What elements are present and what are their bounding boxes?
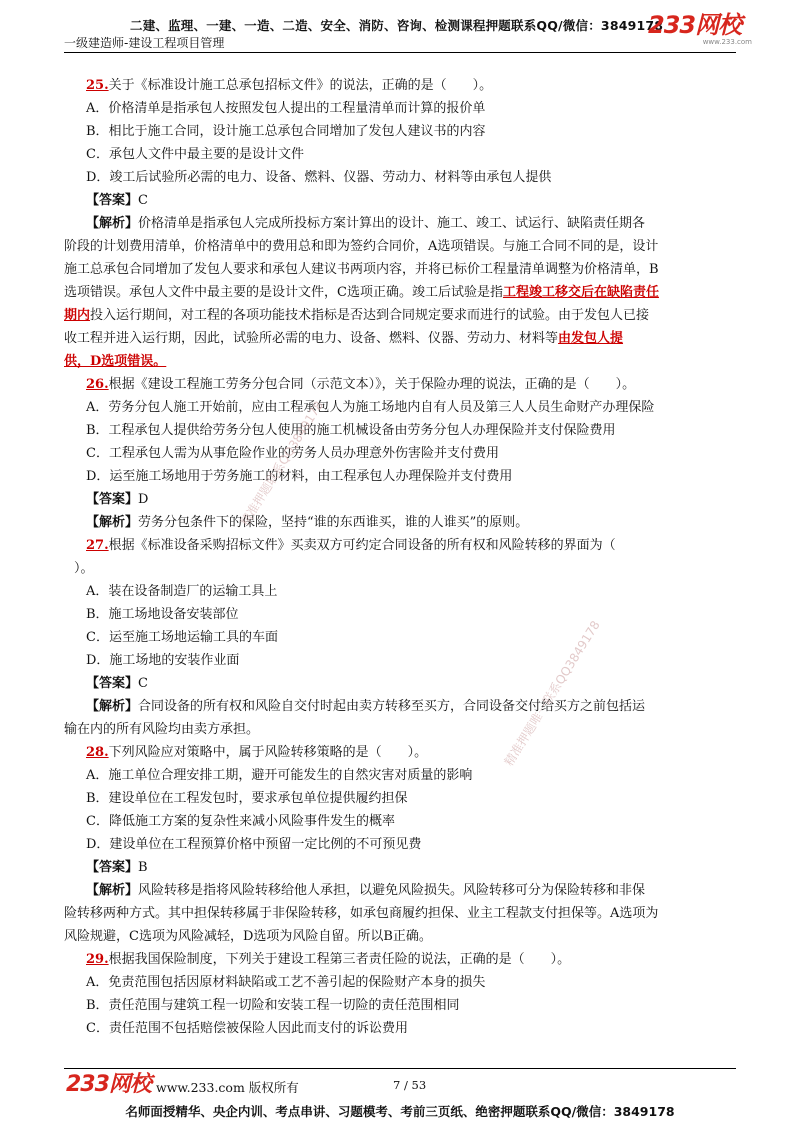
analysis-label: 【解析】 xyxy=(86,699,139,714)
analysis-text: 合同设备的所有权和风险自交付时起由卖方转移至买方，合同设备交付给买方之前包括运 xyxy=(138,699,646,714)
question-text: 根据《建设工程施工劳务分包合同（示范文本）》，关于保险办理的说法，正确的是（ ）。 xyxy=(108,377,636,392)
analysis-text: 收工程并进入运行期，因此，试验所必需的电力、设备、燃料、仪器、劳动力、材料等 xyxy=(64,331,559,346)
answer-line xyxy=(86,189,718,212)
question-text: 下列风险应对策略中，属于风险转移策略的是（ ）。 xyxy=(108,745,428,760)
brand-logo-url: www.233.com xyxy=(702,38,752,46)
option-c: C．承包人文件中最主要的是设计文件 xyxy=(86,147,304,162)
option-a: A．劳务分包人施工开始前，应由工程承包人为施工场地内自有人员及第三人人员生命财产办理保险 xyxy=(86,400,655,415)
highlighted-text: 期内 xyxy=(64,308,91,323)
answer-line xyxy=(86,856,718,879)
option-a: A．装在设备制造厂的运输工具上 xyxy=(86,584,278,599)
question-number: 29. xyxy=(86,952,109,967)
footer-logo xyxy=(66,1072,151,1098)
question-number: 27. xyxy=(86,538,109,553)
answer-label: 【答案】 xyxy=(86,860,139,875)
option-b: B．建设单位在工程发包时，要求承包单位提供履约担保 xyxy=(86,791,408,806)
document-body xyxy=(64,74,718,1040)
question-text: 关于《标准设计施工总承包招标文件》的说法，正确的是（ ）。 xyxy=(108,78,493,93)
analysis-line: 险转移两种方式。其中担保转移属于非保险转移，如承包商履约担保、业主工程款支付担保等。A选项为 xyxy=(64,906,659,921)
analysis-text: 选项错误。承包人文件中最主要的是设计文件，C选项正确。竣工后试验是指 xyxy=(64,285,503,300)
question-29-stem xyxy=(86,948,718,971)
question-25-stem xyxy=(86,74,718,97)
answer-label: 【答案】 xyxy=(86,676,139,691)
analysis-label: 【解析】 xyxy=(86,883,139,898)
analysis-label: 【解析】 xyxy=(86,515,139,530)
answer-label: 【答案】 xyxy=(86,492,139,507)
question-text: 根据《标准设备采购招标文件》买卖双方可约定合同设备的所有权和风险转移的界面为（ xyxy=(108,538,616,553)
analysis-line: 风险规避，C选项为风险减轻，D选项为风险自留。所以B正确。 xyxy=(64,929,432,944)
highlighted-text: 供，D选项错误。 xyxy=(64,354,167,369)
question-26-stem xyxy=(86,373,718,396)
question-number: 25. xyxy=(86,78,109,93)
analysis-line: 施工总承包合同增加了发包人要求和承包人建议书两项内容，并将已标价工程量清单调整为价格清单，B xyxy=(64,262,659,277)
header-divider xyxy=(64,52,736,53)
footer-divider xyxy=(64,1068,736,1069)
option-b: B．施工场地设备安装部位 xyxy=(86,607,239,622)
question-number: 26. xyxy=(86,377,109,392)
header-subject: 一级建造师-建设工程项目管理 xyxy=(64,36,225,50)
question-28-stem xyxy=(86,741,718,764)
answer-line xyxy=(86,488,718,511)
option-a: A．价格清单是指承包人按照发包人提出的工程量清单而计算的报价单 xyxy=(86,101,486,116)
analysis-line xyxy=(86,695,718,718)
option-b: B．工程承包人提供给劳务分包人使用的施工机械设备由劳务分包人办理保险并支付保险费用 xyxy=(86,423,616,438)
analysis-text: 价格清单是指承包人完成所投标方案计算出的设计、施工、竣工、试运行、缺陷责任期各 xyxy=(138,216,646,231)
option-d: D．施工场地的安装作业面 xyxy=(86,653,240,668)
question-text: 根据我国保险制度，下列关于建设工程第三者责任险的说法，正确的是（ ）。 xyxy=(108,952,571,967)
watermark: 精准押题联系QQ3849178 xyxy=(237,398,327,529)
footer-site: www.233.com 版权所有 xyxy=(156,1080,299,1095)
question-27-stem xyxy=(86,534,718,557)
analysis-line xyxy=(86,212,718,235)
option-a: A．施工单位合理安排工期，避开可能发生的自然灾害对质量的影响 xyxy=(86,768,473,783)
answer-line xyxy=(86,672,718,695)
analysis-text: 风险转移是指将风险转移给他人承担，以避免风险损失。风险转移可分为保险转移和非保 xyxy=(138,883,646,898)
option-c: C．工程承包人需为从事危险作业的劳务人员办理意外伤害险并支付费用 xyxy=(86,446,499,461)
highlighted-text: 工程竣工移交后在缺陷责任 xyxy=(502,285,659,300)
option-c: C．运至施工场地运输工具的车面 xyxy=(86,630,278,645)
option-d: D．建设单位在工程预算价格中预留一定比例的不可预见费 xyxy=(86,837,422,852)
option-b: B．相比于施工合同，设计施工总承包合同增加了发包人建议书的内容 xyxy=(86,124,486,139)
option-b: B．责任范围与建筑工程一切险和安装工程一切险的责任范围相同 xyxy=(86,998,460,1013)
brand-logo xyxy=(648,12,752,48)
answer-value: D xyxy=(138,492,149,507)
page-number: 7 / 53 xyxy=(393,1078,427,1092)
analysis-line xyxy=(64,327,718,350)
option-c: C．降低施工方案的复杂性来减小风险事件发生的概率 xyxy=(86,814,395,829)
question-number: 28. xyxy=(86,745,109,760)
highlighted-text: 由发包人提 xyxy=(558,331,624,346)
watermark: 精准押题唯一联系QQ3849178 xyxy=(501,618,603,769)
analysis-line xyxy=(86,879,718,902)
option-a: A．免责范围包括因原材料缺陷或工艺不善引起的保险财产本身的损失 xyxy=(86,975,486,990)
brand-logo-text: 233网校 xyxy=(648,11,742,39)
header-promo-line: 二建、监理、一建、一造、二造、安全、消防、咨询、检测课程押题联系QQ/微信：3849178 xyxy=(130,18,664,33)
option-d: D．竣工后试验所必需的电力、设备、燃料、仪器、劳动力、材料等由承包人提供 xyxy=(86,170,552,185)
answer-value: C xyxy=(138,193,148,208)
footer-logo-text: 233网校 xyxy=(66,1072,151,1097)
analysis-text: 投入运行期间，对工程的各项功能技术指标是否达到合同规定要求而进行的试验。由于发包人已接 xyxy=(90,308,650,323)
option-c: C．责任范围不包括赔偿被保险人因此而支付的诉讼费用 xyxy=(86,1021,408,1036)
analysis-line xyxy=(86,511,718,534)
answer-value: C xyxy=(138,676,148,691)
analysis-line: 输在内的所有风险均由卖方承担。 xyxy=(64,722,260,737)
answer-label: 【答案】 xyxy=(86,193,139,208)
option-d: D．运至施工场地用于劳务施工的材料，由工程承包人办理保险并支付费用 xyxy=(86,469,513,484)
analysis-line xyxy=(64,281,718,304)
analysis-line xyxy=(64,350,718,373)
analysis-line xyxy=(64,304,718,327)
analysis-label: 【解析】 xyxy=(86,216,139,231)
question-27-stem-cont: ）。 xyxy=(74,561,94,576)
analysis-text: 劳务分包条件下的保险，坚持“谁的东西谁买，谁的人谁买”的原则。 xyxy=(138,515,529,530)
footer-promo-line: 名师面授精华、央企内训、考点串讲、习题模考、考前三页纸、绝密押题联系QQ/微信：3849178 xyxy=(125,1104,675,1119)
answer-value: B xyxy=(138,860,148,875)
analysis-line: 阶段的计划费用清单，价格清单中的费用总和即为签约合同价，A选项错误。与施工合同不同的是，设计 xyxy=(64,239,659,254)
